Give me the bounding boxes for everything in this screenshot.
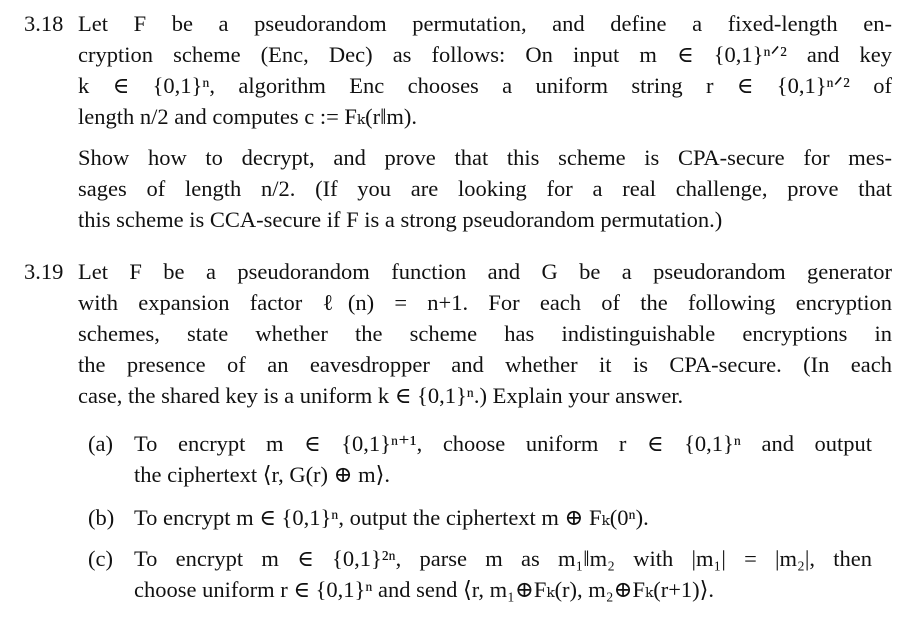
part-label: (b) [88,505,115,530]
problem-line: Show how to decrypt, and prove that this scheme is CPA-secure for mes- [78,145,892,170]
part-line: the ciphertext ⟨r, G(r) ⊕ m⟩. [134,462,391,487]
part-label: (c) [88,546,113,571]
problem-line: case, the shared key is a uniform k ∈ {0,1}ⁿ.) Explain your answer. [78,383,684,408]
part-c [88,543,872,605]
part-line: To encrypt m ∈ {0,1}ⁿ, output the ciphertext m ⊕ Fₖ(0ⁿ). [134,505,649,530]
problem-number: 3.18 [24,11,64,36]
problem-line: schemes, state whether the scheme has indistinguishable encryptions in [78,321,892,346]
part-line: choose uniform r ∈ {0,1}ⁿ and send ⟨r, m₁⊕Fₖ(r), m₂⊕Fₖ(r+1)⟩. [134,577,715,602]
problem-3-18-followup [24,142,892,235]
problem-3-18 [24,8,892,132]
part-b [88,502,872,533]
problem-number: 3.19 [24,259,64,284]
part-line: To encrypt m ∈ {0,1}ⁿ⁺¹, choose uniform r ∈ {0,1}ⁿ and output [134,431,872,456]
problem-line: Let F be a pseudorandom function and G be a pseudorandom generator [78,259,892,284]
problem-line: sages of length n/2. (If you are looking for a real challenge, prove that [78,176,892,201]
problem-line: this scheme is CCA-secure if F is a strong pseudorandom permutation.) [78,207,723,232]
problem-line: Let F be a pseudorandom permutation, and define a fixed-length en- [78,11,892,36]
problem-line: length n/2 and computes c := Fₖ(r‖m). [78,104,418,129]
problem-line: cryption scheme (Enc, Dec) as follows: On input m ∈ {0,1}ⁿᐟ² and key [78,42,892,67]
problem-line: the presence of an eavesdropper and whether it is CPA-secure. (In each [78,352,892,377]
problem-line: k ∈ {0,1}ⁿ, algorithm Enc chooses a uniform string r ∈ {0,1}ⁿᐟ² of [78,73,892,98]
part-line: To encrypt m ∈ {0,1}²ⁿ, parse m as m₁‖m₂ with |m₁| = |m₂|, then [134,546,872,571]
problem-3-19 [24,256,892,411]
problem-line: with expansion factor ℓ(n) = n+1. For each of the following encryption [78,290,892,315]
part-label: (a) [88,431,113,456]
part-a [88,428,872,490]
